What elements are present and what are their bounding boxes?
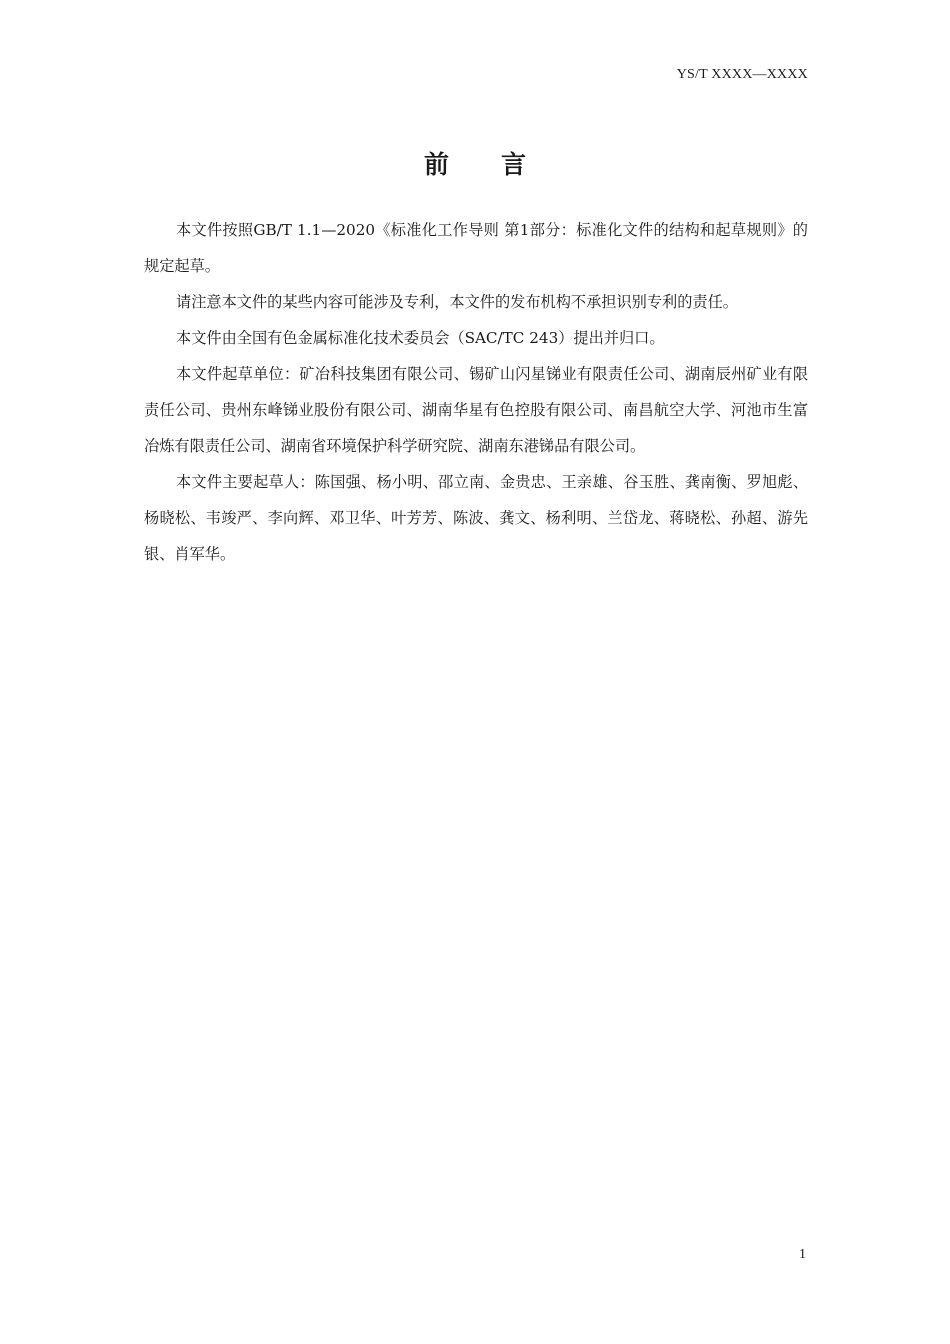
paragraph-proposer: 本文件由全国有色金属标准化技术委员会（SAC/TC 243）提出并归口。 <box>176 329 665 347</box>
page-number: 1 <box>799 1247 806 1262</box>
paragraph-drafting-rules: 本文件按照GB/T 1.1—2020《标准化工作导则 第1部分：标准化文件的结构和起草规则》的规定起草。 <box>144 221 808 275</box>
page-title <box>0 145 950 181</box>
foreword-body <box>144 212 808 572</box>
title-char-2: 言 <box>501 150 527 179</box>
title-char-1: 前 <box>423 150 449 179</box>
standard-code-header: YS/T XXXX—XXXX <box>676 67 808 82</box>
paragraph-drafters: 本文件主要起草人：陈国强、杨小明、邵立南、金贵忠、王亲雄、谷玉胜、龚南衡、罗旭彪、杨晓松、韦竣严、李向辉、邓卫华、叶芳芳、陈波、龚文、杨利明、兰岱龙、蒋晓松、孙超、游先银、肖军华。 <box>144 473 808 563</box>
paragraph-drafting-units: 本文件起草单位：矿冶科技集团有限公司、锡矿山闪星锑业有限责任公司、湖南辰州矿业有限责任公司、贵州东峰锑业股份有限公司、湖南华星有色控股有限公司、南昌航空大学、河池市生富冶炼有限责任公司、湖南省环境保护科学研究院、湖南东港锑品有限公司。 <box>144 365 808 455</box>
paragraph-patent-notice: 请注意本文件的某些内容可能涉及专利，本文件的发布机构不承担识别专利的责任。 <box>176 293 738 311</box>
